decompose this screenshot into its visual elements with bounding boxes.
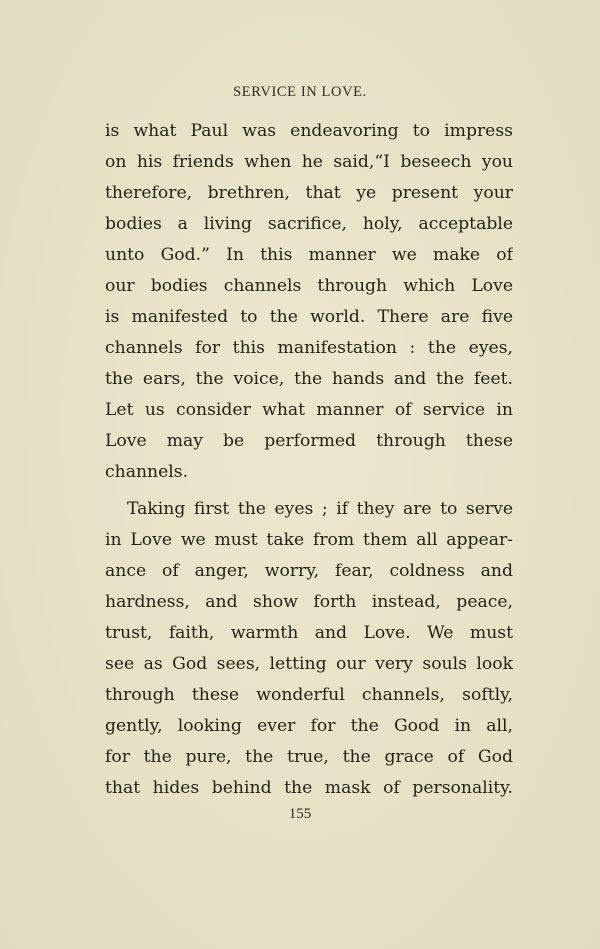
text-line: is what Paul was endeavoring to impress (105, 121, 513, 141)
paragraph-2 (105, 494, 513, 804)
text-line: ance of anger, worry, fear, coldness and (105, 561, 513, 581)
text-line: Taking first the eyes ; if they are to serve (127, 499, 513, 519)
running-head: SERVICE IN LOVE. (233, 84, 367, 100)
text-line: in Love we must take from them all appear- (105, 530, 513, 550)
text-line: is manifested to the world. There are five (105, 307, 513, 327)
text-line: the ears, the voice, the hands and the feet. (105, 369, 513, 389)
text-line: hardness, and show forth instead, peace, (105, 592, 513, 612)
text-line: channels for this manifestation : the eyes, (105, 338, 513, 358)
text-line: Let us consider what manner of service in (105, 400, 513, 420)
text-line: through these wonderful channels, softly, (105, 685, 513, 705)
text-line: channels. (105, 462, 189, 482)
text-line: bodies a living sacrifice, holy, acceptable (105, 214, 513, 234)
paragraph-1 (105, 116, 513, 488)
page-number: 155 (288, 806, 312, 822)
text-line: unto God.” In this manner we make of (105, 245, 513, 265)
text-line: for the pure, the true, the grace of God (105, 747, 513, 767)
text-line: our bodies channels through which Love (105, 276, 513, 296)
body-text (105, 116, 513, 804)
text-line: trust, faith, warmth and Love. We must (105, 623, 513, 643)
text-line: Love may be performed through these (105, 431, 513, 451)
text-line: see as God sees, letting our very souls look (105, 654, 513, 674)
text-line: that hides behind the mask of personality. (105, 778, 513, 798)
text-line: on his friends when he said,“I beseech you (105, 152, 513, 172)
text-line: gently, looking ever for the Good in all, (105, 716, 513, 736)
text-line: therefore, brethren, that ye present your (105, 183, 513, 203)
